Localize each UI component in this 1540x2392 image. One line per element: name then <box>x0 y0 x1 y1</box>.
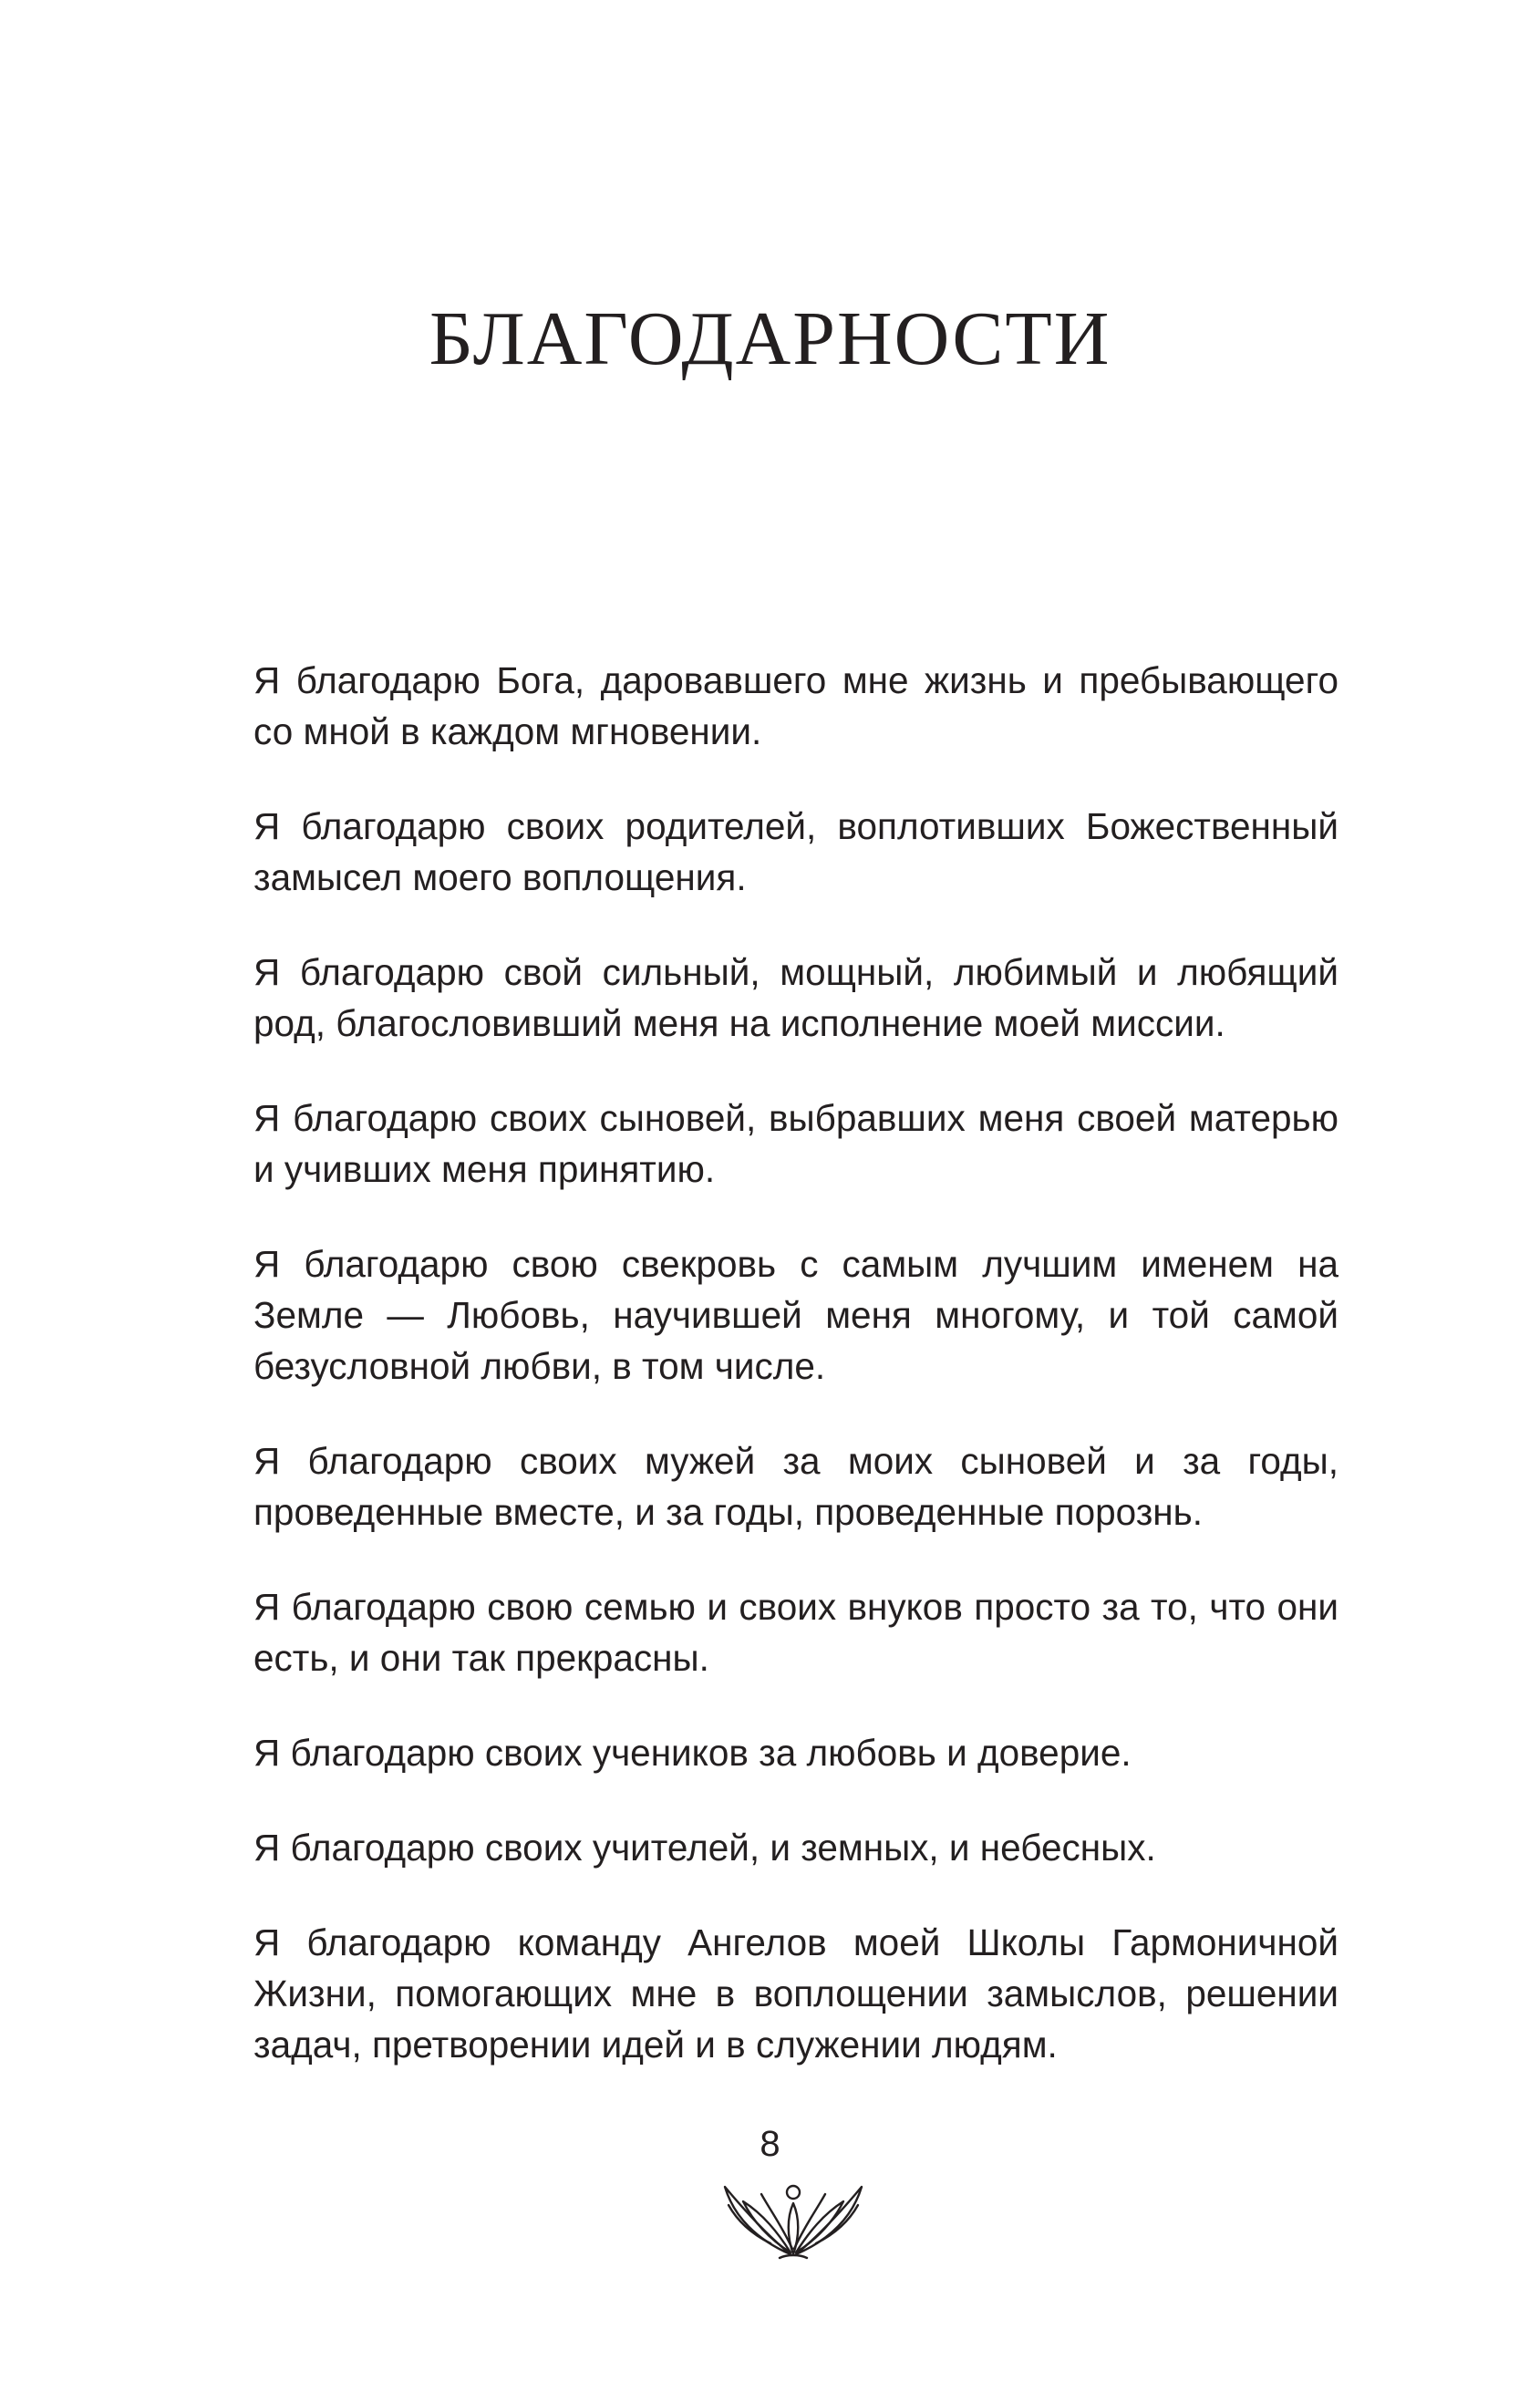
paragraph-6: Я благодарю своих мужей за моих сыновей и за годы, проведенные вместе, и за годы, проведенные порознь. <box>253 1440 1338 1533</box>
paragraph-3: Я благодарю свой сильный, мощный, любимый и любящий род, благословивший меня на исполнение моей миссии. <box>253 951 1338 1044</box>
paragraph-10: Я благодарю команду Ангелов моей Школы Гармоничной Жизни, помогающих мне в воплощении замыслов, решении задач, претворении идей и в служении людям. <box>253 1921 1338 2066</box>
paragraph-9: Я благодарю своих учителей, и земных, и небесных. <box>253 1827 1156 1869</box>
paragraph-1: Я благодарю Бога, даровавшего мне жизнь и пребывающего со мной в каждом мгновении. <box>253 659 1338 752</box>
lotus-icon <box>707 2167 880 2267</box>
paragraph-5: Я благодарю свою свекровь с самым лучшим именем на Земле — Любовь, научившей меня многому, и той самой безусловной любви, в том числе. <box>253 1243 1338 1387</box>
paragraph-7: Я благодарю свою семью и своих внуков просто за то, что они есть, и они так прекрасны. <box>253 1586 1338 1679</box>
page-number: 8 <box>760 2124 780 2164</box>
paragraph-8: Я благодарю своих учеников за любовь и доверие. <box>253 1732 1132 1774</box>
acknowledgements-text <box>253 655 1338 2114</box>
page-title: БЛАГОДАРНОСТИ <box>429 296 1111 381</box>
paragraph-2: Я благодарю своих родителей, воплотивших Божественный замысел моего воплощения. <box>253 805 1338 898</box>
paragraph-4: Я благодарю своих сыновей, выбравших меня своей матерью и учивших меня принятию. <box>253 1097 1338 1190</box>
